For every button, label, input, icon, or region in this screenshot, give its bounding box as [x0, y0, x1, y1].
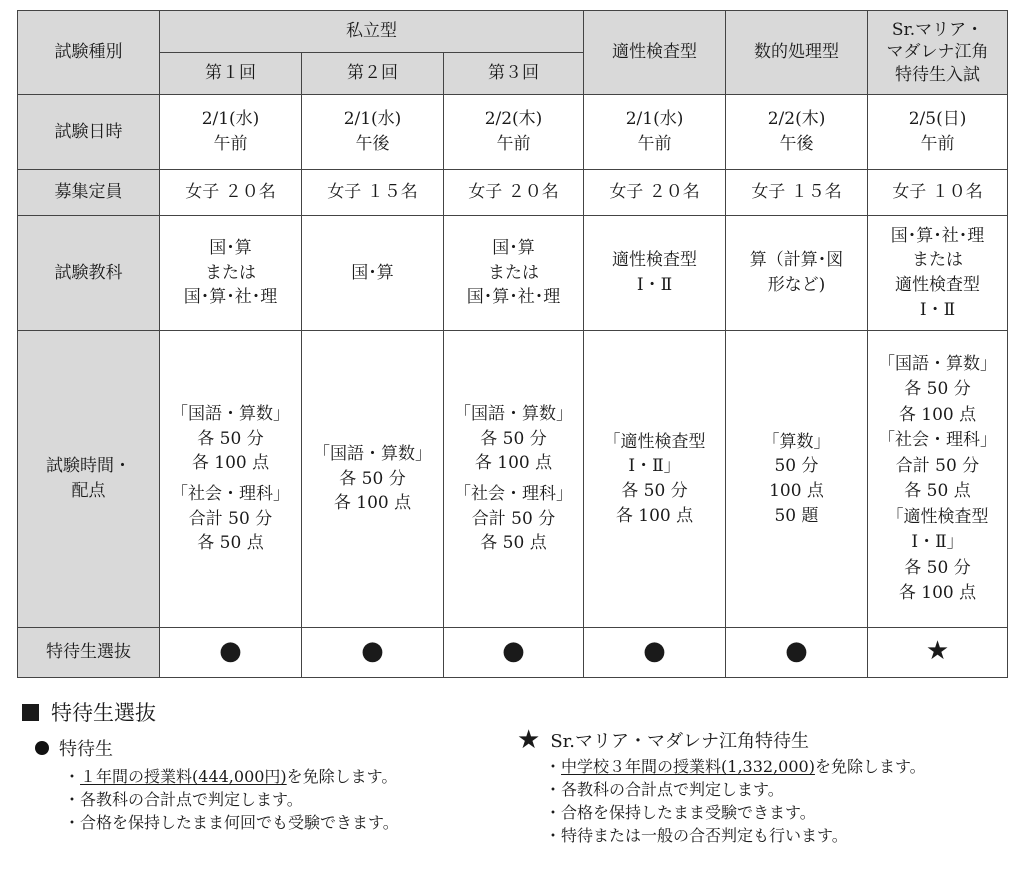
list-item: ・特待または一般の合否判定も行います。 [545, 826, 848, 845]
cell-time-score: 「算数」 50 分 100 点 50 題 [726, 331, 868, 628]
cell-capacity: 女子 ２０名 [160, 170, 302, 216]
square-bullet-icon [22, 704, 39, 721]
cell-capacity: 女子 １５名 [302, 170, 444, 216]
row-label-subjects: 試験教科 [18, 216, 160, 331]
header-special-exam: Sr.マリア・ マダレナ江角 特待生入試 [868, 11, 1008, 95]
scholarship-dot-icon: ● [584, 628, 726, 678]
cell-capacity: 女子 ２０名 [444, 170, 584, 216]
cell-time-score: 「国語・算数」 各 50 分 各 100 点 「社会・理科」 合計 50 分 各 50 点 [444, 331, 584, 628]
cell-date: 2/2(木) 午後 [726, 95, 868, 170]
cell-date: 2/5(日) 午前 [868, 95, 1008, 170]
regular-scholarship-section [20, 697, 399, 834]
regular-scholarship-list [64, 765, 399, 834]
row-time-score [18, 331, 1008, 628]
cell-date: 2/2(木) 午前 [444, 95, 584, 170]
regular-scholarship-title: 特待生 [32, 735, 399, 761]
list-item: ・１年間の授業料(444,000円)を免除します。 [64, 767, 398, 786]
cell-capacity: 女子 ２０名 [584, 170, 726, 216]
cell-subjects: 国･算 または 国･算･社･理 [444, 216, 584, 331]
header-numeric: 数的処理型 [726, 11, 868, 95]
special-scholarship-section [517, 727, 926, 847]
cell-date: 2/1(水) 午前 [584, 95, 726, 170]
scholarship-dot-icon: ● [302, 628, 444, 678]
special-scholarship-list [545, 755, 926, 847]
header-private-group: 私立型 [160, 11, 584, 53]
cell-capacity: 女子 １５名 [726, 170, 868, 216]
scholarship-dot-icon: ● [160, 628, 302, 678]
dot-bullet-icon [35, 741, 49, 755]
header-round-2: 第２回 [302, 53, 444, 95]
scholarship-dot-icon: ● [444, 628, 584, 678]
cell-time-score: 「適性検査型 Ⅰ・Ⅱ」 各 50 分 各 100 点 [584, 331, 726, 628]
cell-subjects: 適性検査型 Ⅰ・Ⅱ [584, 216, 726, 331]
list-item: ・合格を保持したまま何回でも受験できます。 [64, 813, 399, 832]
scholarship-star-icon: ★ [868, 628, 1008, 678]
row-label-scholarship: 特待生選抜 [18, 628, 160, 678]
star-icon: ★ [517, 725, 541, 755]
row-label-date: 試験日時 [18, 95, 160, 170]
special-scholarship-title: ★ Sr.マリア・マダレナ江角特待生 [517, 725, 809, 755]
list-item: ・合格を保持したまま受験できます。 [545, 803, 816, 822]
row-capacity [18, 170, 1008, 216]
header-aptitude: 適性検査型 [584, 11, 726, 95]
exam-schedule-table [17, 10, 1008, 678]
cell-capacity: 女子 １０名 [868, 170, 1008, 216]
header-round-3: 第３回 [444, 53, 584, 95]
list-item: ・各教科の合計点で判定します。 [64, 790, 303, 809]
cell-subjects: 算（計算･図 形など) [726, 216, 868, 331]
cell-time-score: 「国語・算数」 各 50 分 各 100 点 「社会・理科」 合計 50 分 各 50 点 [160, 331, 302, 628]
list-item: ・各教科の合計点で判定します。 [545, 780, 784, 799]
row-date [18, 95, 1008, 170]
list-item: ・中学校３年間の授業料(1,332,000)を免除します。 [545, 757, 926, 776]
cell-time-score: 「国語・算数」 各 50 分 各 100 点 「社会・理科」 合計 50 分 各 50 点 「適性検査型 Ⅰ・Ⅱ」 各 50 分 各 100 点 [868, 331, 1008, 628]
notes-heading: 特待生選抜 [20, 697, 399, 727]
cell-date: 2/1(水) 午前 [160, 95, 302, 170]
cell-date: 2/1(水) 午後 [302, 95, 444, 170]
scholarship-dot-icon: ● [726, 628, 868, 678]
header-exam-type: 試験種別 [18, 11, 160, 95]
cell-subjects: 国･算 [302, 216, 444, 331]
cell-subjects: 国･算 または 国･算･社･理 [160, 216, 302, 331]
row-label-time-score: 試験時間・ 配点 [18, 331, 160, 628]
cell-subjects: 国･算･社･理 または 適性検査型 Ⅰ・Ⅱ [868, 216, 1008, 331]
row-scholarship [18, 628, 1008, 678]
header-round-1: 第１回 [160, 53, 302, 95]
row-label-capacity: 募集定員 [18, 170, 160, 216]
row-subjects [18, 216, 1008, 331]
cell-time-score: 「国語・算数」 各 50 分 各 100 点 [302, 331, 444, 628]
